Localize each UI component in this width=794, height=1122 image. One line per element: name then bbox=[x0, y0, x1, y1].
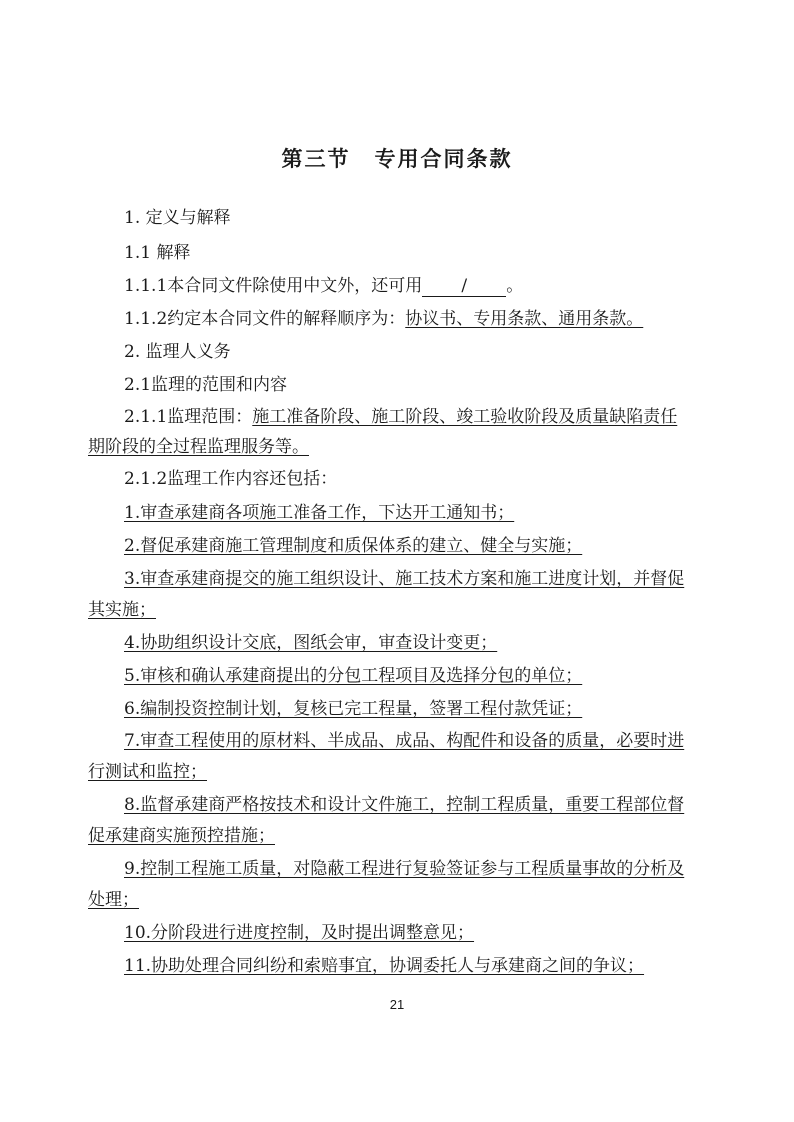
heading-2-1: 2.1监理的范围和内容 bbox=[124, 375, 288, 395]
list-item: 8.监督承建商严格按技术和设计文件施工，控制工程质量，重要工程部位督 bbox=[124, 795, 685, 815]
clause-1-1-1-text: 1.1.1本合同文件除使用中文外，还可用 bbox=[124, 276, 423, 296]
list-item-cont: 其实施； bbox=[88, 600, 156, 620]
list-item: 10.分阶段进行进度控制，及时提出调整意见； bbox=[124, 923, 475, 943]
list-item-cont: 行测试和监控； bbox=[88, 762, 207, 782]
heading-1-1: 1.1 解释 bbox=[124, 243, 191, 263]
interpretation-order-value: 协议书、专用条款、通用条款。 bbox=[405, 309, 644, 329]
list-item: 2.督促承建商施工管理制度和质保体系的建立、健全与实施； bbox=[124, 536, 583, 556]
clause-2-1-1-text: 2.1.1监理范围： bbox=[124, 407, 253, 427]
page-number: 21 bbox=[389, 997, 405, 1012]
list-item: 9.控制工程施工质量，对隐蔽工程进行复验签证参与工程质量事故的分析及 bbox=[124, 859, 685, 879]
clause-1-1-1 bbox=[124, 274, 523, 298]
section-name: 专用合同条款 bbox=[374, 146, 513, 171]
list-item: 7.审查工程使用的原材料、半成品、成品、构配件和设备的质量，必要时进 bbox=[124, 731, 685, 751]
heading-1: 1. 定义与解释 bbox=[124, 208, 231, 228]
list-item: 4.协助组织设计交底，图纸会审，审查设计变更； bbox=[124, 633, 498, 653]
clause-1-1-2-text: 1.1.2约定本合同文件的解释顺序为： bbox=[124, 309, 406, 329]
language-blank-field: / bbox=[422, 276, 506, 297]
clause-1-1-1-suffix: 。 bbox=[506, 276, 524, 296]
clause-2-1-2: 2.1.2监理工作内容还包括： bbox=[124, 469, 338, 489]
clause-2-1-1-cont bbox=[88, 435, 720, 459]
section-number: 第三节 bbox=[281, 146, 351, 171]
list-item-cont: 处理； bbox=[88, 890, 139, 910]
list-item: 6.编制投资控制计划，复核已完工程量，签署工程付款凭证； bbox=[124, 699, 583, 719]
list-item: 11.协助处理合同纠纷和索赔事宜，协调委托人与承建商之间的争议； bbox=[124, 956, 645, 976]
list-item: 5.审核和确认承建商提出的分包工程项目及选择分包的单位； bbox=[124, 666, 583, 686]
clause-1-1-2 bbox=[124, 307, 643, 331]
list-item: 1.审查承建商各项施工准备工作，下达开工通知书； bbox=[124, 503, 515, 523]
scope-value-line1: 施工准备阶段、施工阶段、竣工验收阶段及质量缺陷责任 bbox=[252, 407, 678, 427]
section-title bbox=[0, 143, 794, 173]
clause-2-1-1 bbox=[124, 405, 720, 429]
list-item: 3.审查承建商提交的施工组织设计、施工技术方案和施工进度计划，并督促 bbox=[124, 569, 685, 589]
list-item-cont: 促承建商实施预控措施； bbox=[88, 826, 275, 846]
heading-2: 2. 监理人义务 bbox=[124, 342, 231, 362]
scope-value-line2: 期阶段的全过程监理服务等。 bbox=[88, 437, 309, 457]
